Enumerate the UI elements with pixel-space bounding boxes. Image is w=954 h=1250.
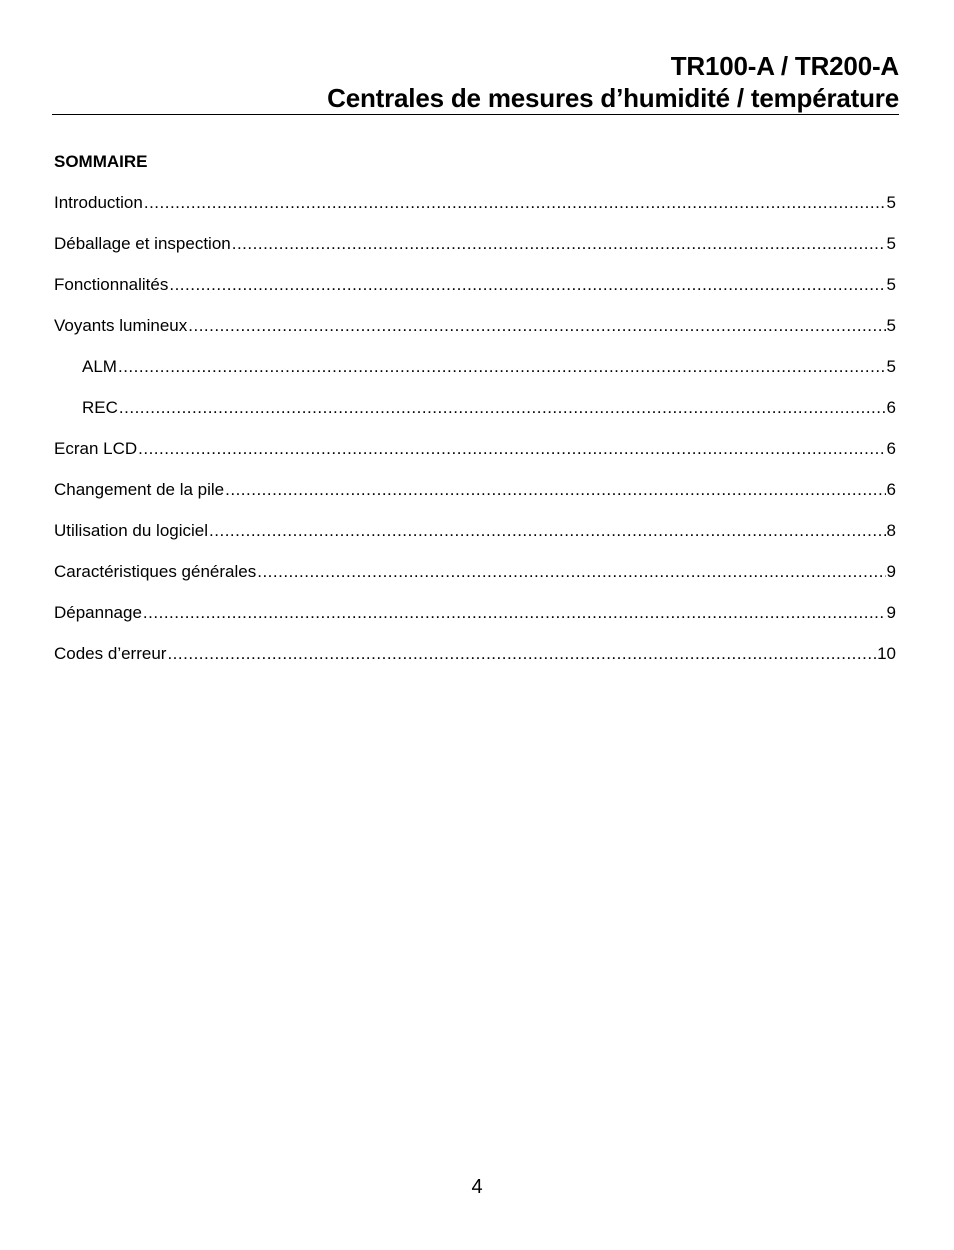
toc-entry-page: 5 (886, 357, 896, 376)
toc-entry-page: 10 (877, 644, 896, 663)
document-title-description: Centrales de mesures d’humidité / température (327, 83, 899, 113)
toc-entry-page: 9 (886, 603, 896, 622)
toc-entry[interactable] (54, 643, 896, 684)
table-of-contents (54, 192, 896, 684)
toc-entry[interactable] (54, 192, 896, 233)
toc-entry[interactable] (54, 479, 896, 520)
header-divider (52, 114, 899, 115)
toc-entry-label: Utilisation du logiciel (54, 521, 209, 540)
toc-dot-leader (209, 520, 886, 542)
toc-entry-label: Déballage et inspection (54, 234, 231, 253)
toc-entry-label: Codes d’erreur (54, 644, 167, 663)
toc-entry-page: 8 (886, 521, 896, 540)
toc-subentry[interactable] (54, 356, 896, 397)
toc-dot-leader (143, 602, 886, 624)
toc-heading: SOMMAIRE (54, 152, 148, 171)
toc-dot-leader (138, 438, 885, 460)
toc-subentry[interactable] (54, 397, 896, 438)
toc-entry[interactable] (54, 561, 896, 602)
toc-entry-page: 6 (886, 480, 896, 499)
toc-dot-leader (188, 315, 885, 337)
toc-entry-label: REC (82, 398, 118, 417)
toc-entry-label: Dépannage (54, 603, 142, 622)
toc-entry-page: 6 (886, 439, 896, 458)
toc-entry-label: Voyants lumineux (54, 316, 188, 335)
document-title-model: TR100-A / TR200-A (670, 51, 899, 81)
toc-dot-leader (167, 643, 876, 665)
toc-dot-leader (118, 356, 886, 378)
toc-entry-label: Introduction (54, 193, 143, 212)
toc-entry-page: 5 (886, 275, 896, 294)
toc-entry-label: Changement de la pile (54, 480, 225, 499)
toc-dot-leader (225, 479, 885, 501)
toc-entry-page: 9 (886, 562, 896, 581)
toc-entry[interactable] (54, 233, 896, 274)
toc-entry-label: Fonctionnalités (54, 275, 169, 294)
toc-entry[interactable] (54, 274, 896, 315)
document-header (52, 50, 899, 114)
toc-entry[interactable] (54, 438, 896, 479)
toc-entry-page: 5 (886, 316, 896, 335)
page-number: 4 (471, 1176, 483, 1198)
toc-entry-label: ALM (82, 357, 117, 376)
toc-dot-leader (144, 192, 886, 214)
toc-entry[interactable] (54, 520, 896, 561)
toc-entry-label: Ecran LCD (54, 439, 138, 458)
toc-entry-page: 5 (886, 193, 896, 212)
toc-entry[interactable] (54, 315, 896, 356)
toc-entry[interactable] (54, 602, 896, 643)
toc-entry-page: 5 (886, 234, 896, 253)
toc-entry-label: Caractéristiques générales (54, 562, 257, 581)
toc-dot-leader (119, 397, 886, 419)
toc-dot-leader (169, 274, 885, 296)
toc-entry-page: 6 (886, 398, 896, 417)
toc-dot-leader (257, 561, 885, 583)
toc-dot-leader (232, 233, 886, 255)
